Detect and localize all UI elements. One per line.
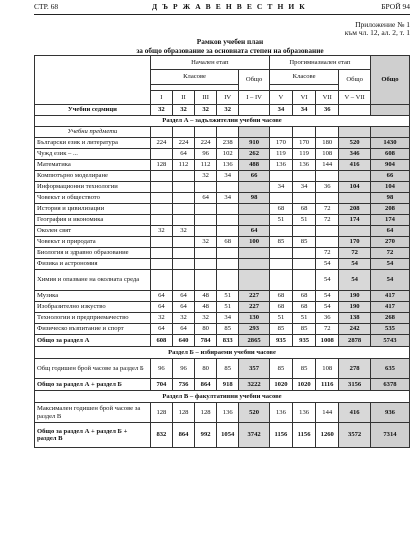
grade-range-header: V – VII [339, 91, 371, 105]
subject-hours: 34 [217, 171, 239, 182]
subject-hours [239, 182, 270, 193]
subject-name: Човекът и природата [35, 237, 151, 248]
subject-hours: 346 [339, 149, 371, 160]
subject-hours: 54 [339, 270, 371, 291]
subject-hours: 72 [316, 204, 339, 215]
subject-row [35, 149, 410, 160]
appendix-line-1: Приложение № 1 [355, 20, 410, 29]
subject-hours [150, 193, 172, 204]
subject-name: Компютърно моделиране [35, 171, 151, 182]
total-a-label: Общо за раздел А [35, 335, 151, 347]
subject-name: Физика и астрономия [35, 259, 151, 270]
curriculum-table [34, 55, 410, 448]
subject-row [35, 259, 410, 270]
max-v-row: Максимален годишен брой часове за раздел В 128 128 128 136 520 136 136 144 416 936 [35, 403, 410, 423]
subject-hours: 54 [339, 259, 371, 270]
subject-hours: 68 [293, 302, 316, 313]
subject-hours [293, 259, 316, 270]
total-header-primary: Общо [239, 70, 270, 91]
subject-hours [150, 259, 172, 270]
subject-row [35, 302, 410, 313]
subject-hours: 72 [339, 248, 371, 259]
subject-hours [269, 171, 292, 182]
subject-hours: 34 [269, 182, 292, 193]
subject-hours [172, 215, 194, 226]
subject-hours: 64 [195, 193, 217, 204]
subject-hours: 102 [217, 149, 239, 160]
subject-row [35, 193, 410, 204]
subject-header-cell [35, 56, 151, 105]
subject-hours [217, 270, 239, 291]
subject-hours [293, 171, 316, 182]
subject-hours: 227 [239, 302, 270, 313]
page-number: СТР. 68 [34, 2, 59, 11]
subject-hours: 51 [217, 302, 239, 313]
subject-hours: 34 [217, 313, 239, 324]
subject-hours: 51 [293, 215, 316, 226]
subject-hours: 68 [293, 291, 316, 302]
subject-hours [217, 215, 239, 226]
subject-row [35, 160, 410, 171]
subject-hours [316, 193, 339, 204]
subject-hours: 32 [150, 313, 172, 324]
subject-hours: 54 [370, 259, 409, 270]
subject-hours [269, 270, 292, 291]
subject-hours [316, 226, 339, 237]
subject-hours [150, 215, 172, 226]
subject-hours: 238 [217, 138, 239, 149]
subject-hours: 488 [239, 160, 270, 171]
subject-hours: 174 [339, 215, 371, 226]
annual-b-row: Общ годишен брой часове за раздел Б 96 96 80 85 357 85 85 108 278 635 [35, 359, 410, 379]
subject-hours [293, 248, 316, 259]
appendix-note [345, 21, 410, 37]
subject-hours [195, 215, 217, 226]
subject-hours: 98 [370, 193, 409, 204]
subject-hours: 85 [269, 237, 292, 248]
subject-hours [269, 259, 292, 270]
subject-hours: 104 [339, 182, 371, 193]
subject-hours: 64 [370, 226, 409, 237]
subject-hours [172, 204, 194, 215]
subject-hours: 51 [269, 313, 292, 324]
total-abv-row: Общо за раздел А + раздел Б + раздел В 832 864 992 1054 3742 1156 1156 1260 3572 7314 [35, 423, 410, 448]
subject-hours [316, 237, 339, 248]
subject-hours [150, 270, 172, 291]
classes-header-primary: Класове [150, 70, 238, 85]
subject-row [35, 182, 410, 193]
subject-hours: 416 [339, 160, 371, 171]
subject-hours: 136 [217, 160, 239, 171]
subject-hours: 54 [316, 291, 339, 302]
subject-name: Биология и здравно образование [35, 248, 151, 259]
subject-hours: 54 [316, 259, 339, 270]
subject-name: Химия и опазване на околната среда [35, 270, 151, 291]
subject-hours: 34 [293, 182, 316, 193]
page-header [34, 2, 410, 14]
subject-hours: 170 [293, 138, 316, 149]
subject-hours [195, 248, 217, 259]
subject-row [35, 215, 410, 226]
subject-name: Физическо възпитание и спорт [35, 324, 151, 335]
total-abv-label: Общо за раздел А + раздел Б + раздел В [35, 423, 151, 448]
subject-hours: 64 [172, 149, 194, 160]
subject-hours [293, 193, 316, 204]
subject-hours: 417 [370, 291, 409, 302]
subject-hours: 54 [316, 302, 339, 313]
subject-row [35, 226, 410, 237]
subject-hours: 32 [195, 237, 217, 248]
grade-range-header: I – IV [239, 91, 270, 105]
subject-hours: 32 [195, 313, 217, 324]
grade-header: IV [217, 91, 239, 105]
subject-hours [150, 237, 172, 248]
subject-hours: 36 [316, 313, 339, 324]
subject-hours [217, 204, 239, 215]
weeks-label: Учебни седмици [35, 105, 151, 116]
section-b-title: Раздел Б – избираеми учебни часове [35, 347, 410, 359]
subject-name: Музика [35, 291, 151, 302]
subject-hours: 85 [269, 324, 292, 335]
subject-hours [239, 259, 270, 270]
subject-hours: 224 [195, 138, 217, 149]
subject-hours [195, 182, 217, 193]
subject-hours [150, 204, 172, 215]
subject-hours: 96 [195, 149, 217, 160]
subject-hours [316, 171, 339, 182]
subject-hours: 119 [269, 149, 292, 160]
subject-hours: 904 [370, 160, 409, 171]
subject-hours: 208 [370, 204, 409, 215]
subject-hours [172, 259, 194, 270]
subject-name: Български език и литература [35, 138, 151, 149]
subject-hours: 180 [316, 138, 339, 149]
subject-hours: 64 [239, 226, 270, 237]
subject-hours: 48 [195, 302, 217, 313]
subject-hours: 170 [339, 237, 371, 248]
annual-b-label: Общ годишен брой часове за раздел Б [35, 359, 151, 379]
section-v-title: Раздел В – факултативни учебни часове [35, 391, 410, 403]
subject-hours: 64 [150, 302, 172, 313]
subject-hours: 64 [150, 291, 172, 302]
subject-hours: 72 [316, 324, 339, 335]
subject-hours: 535 [370, 324, 409, 335]
subject-hours: 104 [370, 182, 409, 193]
grade-header: I [150, 91, 172, 105]
subject-name: Изобразително изкуство [35, 302, 151, 313]
subject-hours: 34 [217, 193, 239, 204]
subject-hours: 85 [293, 324, 316, 335]
subject-hours: 136 [269, 160, 292, 171]
subject-hours: 242 [339, 324, 371, 335]
section-a-title: Раздел А – задължителни учебни часове [35, 116, 410, 127]
subject-hours [339, 171, 371, 182]
subject-hours: 208 [339, 204, 371, 215]
issue-number: БРОЙ 94 [381, 2, 410, 11]
subject-hours [239, 248, 270, 259]
subject-hours: 64 [172, 302, 194, 313]
subject-hours [150, 149, 172, 160]
subject-hours: 190 [339, 302, 371, 313]
subject-hours: 417 [370, 302, 409, 313]
title-line-1: Рамков учебен план [196, 37, 264, 46]
subject-hours: 85 [293, 237, 316, 248]
subject-hours: 68 [269, 291, 292, 302]
subject-hours: 54 [370, 270, 409, 291]
subject-hours: 268 [370, 313, 409, 324]
subject-name: Човекът и обществото [35, 193, 151, 204]
subject-row [35, 291, 410, 302]
subject-row [35, 313, 410, 324]
subject-hours: 68 [217, 237, 239, 248]
subject-hours: 32 [195, 171, 217, 182]
stage-primary-header: Начален етап [150, 56, 269, 70]
subject-hours: 136 [293, 160, 316, 171]
subject-hours: 108 [316, 149, 339, 160]
total-header-lower: Общо [339, 70, 371, 91]
subject-row [35, 324, 410, 335]
header-rule [34, 14, 410, 15]
total-ab-label: Общо за раздел А + раздел Б [35, 379, 151, 391]
subject-row [35, 248, 410, 259]
subject-name: Технологии и предприемачество [35, 313, 151, 324]
grand-total-header: Общо [370, 56, 409, 105]
grade-header: VII [316, 91, 339, 105]
subject-hours: 72 [316, 248, 339, 259]
subject-hours [269, 193, 292, 204]
subject-hours: 98 [239, 193, 270, 204]
subject-hours: 54 [316, 270, 339, 291]
subject-hours: 144 [316, 160, 339, 171]
subject-hours [269, 226, 292, 237]
subject-hours [172, 171, 194, 182]
subject-hours [195, 270, 217, 291]
subject-hours: 32 [150, 226, 172, 237]
total-ab-row: Общо за раздел А + раздел Б 704 736 864 918 3222 1020 1020 1116 3156 6378 [35, 379, 410, 391]
subject-hours [172, 270, 194, 291]
subject-hours: 64 [172, 324, 194, 335]
stage-lower-secondary-header: Прогимназиален етап [269, 56, 370, 70]
subject-hours: 174 [370, 215, 409, 226]
subject-hours [239, 215, 270, 226]
subject-hours: 112 [195, 160, 217, 171]
grade-header: II [172, 91, 194, 105]
total-a-row: Общо за раздел А 608 640 784 833 2865 935 935 1008 2878 5743 [35, 335, 410, 347]
subject-hours: 270 [370, 237, 409, 248]
classes-header-lower: Класове [269, 70, 338, 85]
subject-hours: 68 [293, 204, 316, 215]
subject-hours: 170 [269, 138, 292, 149]
subject-hours: 68 [269, 204, 292, 215]
subject-hours: 68 [269, 302, 292, 313]
document-title [70, 37, 390, 55]
title-line-2: за общо образование за основната степен на образование [136, 46, 324, 55]
subject-hours [293, 270, 316, 291]
subject-hours: 66 [239, 171, 270, 182]
subject-hours: 130 [239, 313, 270, 324]
subject-hours: 72 [370, 248, 409, 259]
grade-header: V [269, 91, 292, 105]
subject-hours [217, 259, 239, 270]
subject-hours: 128 [150, 160, 172, 171]
subject-name: Математика [35, 160, 151, 171]
subject-hours: 32 [172, 313, 194, 324]
grade-header: VI [293, 91, 316, 105]
subject-hours [339, 226, 371, 237]
subject-hours: 32 [172, 226, 194, 237]
subject-hours [172, 237, 194, 248]
subject-hours [150, 248, 172, 259]
subject-hours [239, 204, 270, 215]
subject-name: Чужд език – ... [35, 149, 151, 160]
subject-hours [293, 226, 316, 237]
subject-hours: 119 [293, 149, 316, 160]
subject-hours: 64 [150, 324, 172, 335]
subject-row [35, 171, 410, 182]
subject-hours [217, 182, 239, 193]
max-v-label: Максимален годишен брой часове за раздел В [35, 403, 151, 423]
subject-hours: 51 [269, 215, 292, 226]
subject-name: Околен свят [35, 226, 151, 237]
subject-hours: 112 [172, 160, 194, 171]
subject-hours: 51 [217, 291, 239, 302]
subject-hours [195, 204, 217, 215]
subject-row [35, 270, 410, 291]
subject-hours: 64 [172, 291, 194, 302]
subject-hours: 608 [370, 149, 409, 160]
subject-hours: 51 [293, 313, 316, 324]
subject-hours [269, 248, 292, 259]
subject-hours [339, 193, 371, 204]
subject-hours: 36 [316, 182, 339, 193]
subject-hours [217, 248, 239, 259]
subject-hours: 48 [195, 291, 217, 302]
weeks-row: Учебни седмици 32 32 32 32 34 34 36 [35, 105, 410, 116]
subject-hours [150, 171, 172, 182]
subject-hours: 520 [339, 138, 371, 149]
subject-hours: 224 [150, 138, 172, 149]
subject-hours: 100 [239, 237, 270, 248]
subject-hours: 66 [370, 171, 409, 182]
subject-row [35, 138, 410, 149]
subjects-subheading: Учебни предмети [35, 127, 151, 138]
subject-hours: 85 [217, 324, 239, 335]
subject-hours: 227 [239, 291, 270, 302]
subject-hours: 910 [239, 138, 270, 149]
subject-hours [172, 182, 194, 193]
subject-hours: 262 [239, 149, 270, 160]
subject-hours: 293 [239, 324, 270, 335]
subject-row [35, 204, 410, 215]
subject-hours [195, 226, 217, 237]
subject-name: Информационни технологии [35, 182, 151, 193]
subject-hours [217, 226, 239, 237]
newspaper-name: Д Ъ Р Ж А В Е Н В Е С Т Н И К [152, 2, 307, 11]
subject-hours [172, 248, 194, 259]
subject-hours [150, 182, 172, 193]
subject-hours: 224 [172, 138, 194, 149]
grade-header: III [195, 91, 217, 105]
subject-name: История и цивилизации [35, 204, 151, 215]
subject-hours [239, 270, 270, 291]
subject-hours: 80 [195, 324, 217, 335]
subject-hours [195, 259, 217, 270]
subject-hours: 72 [316, 215, 339, 226]
subject-row [35, 237, 410, 248]
subject-hours [172, 193, 194, 204]
subject-hours: 190 [339, 291, 371, 302]
subject-hours: 138 [339, 313, 371, 324]
appendix-line-2: към чл. 12, ал. 2, т. 1 [344, 28, 410, 37]
subject-name: География и икономика [35, 215, 151, 226]
subject-hours: 1430 [370, 138, 409, 149]
